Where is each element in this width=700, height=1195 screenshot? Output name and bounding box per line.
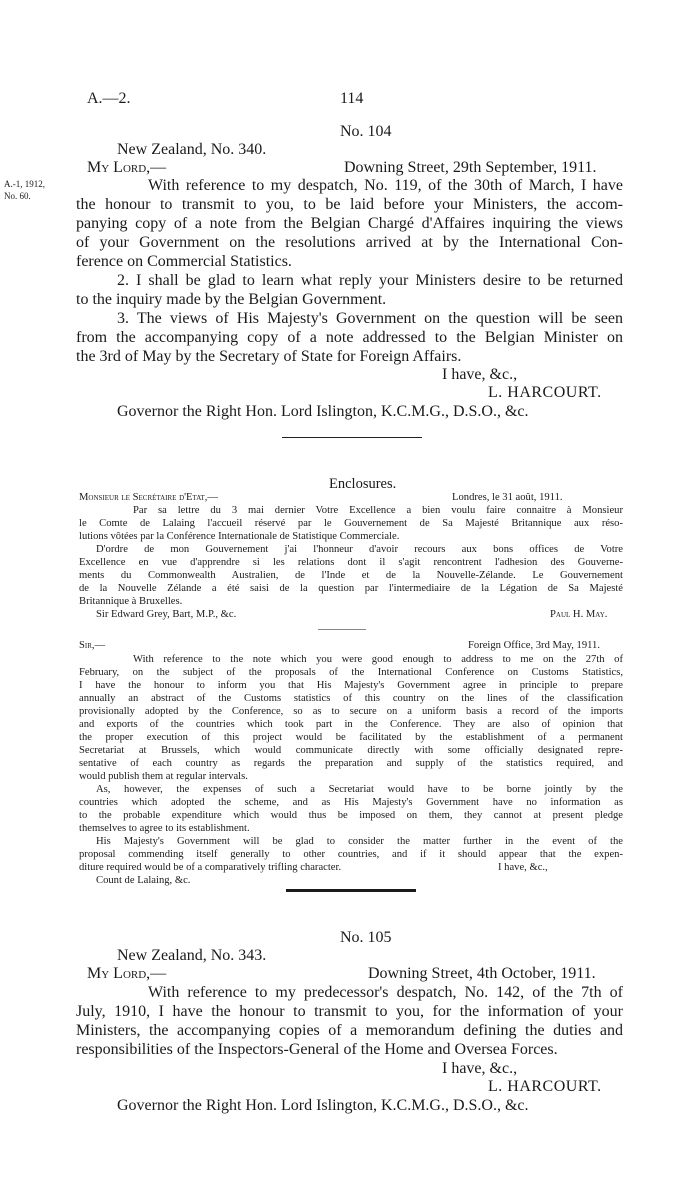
english-body-line: As, however, the expenses of such a Secretariat would have to be borne jointly by the bbox=[96, 784, 623, 795]
french-body-line: lutions vôtées par la Conférence Internationale de Statistique Commerciale. bbox=[79, 531, 400, 542]
body-line: of your Government on the resolutions arrived at by the International Con- bbox=[76, 234, 623, 251]
body-line: responsibilities of the Inspectors-General of the Home and Oversea Forces. bbox=[76, 1041, 558, 1058]
body-line: 3. The views of His Majesty's Government on the question will be seen bbox=[117, 310, 623, 327]
french-body-line: ments du Commonwealth Australien, de l'Inde et de la Nouvelle-Zélande. Le Gouvernement bbox=[79, 570, 623, 581]
body-line: to the inquiry made by the Belgian Government. bbox=[76, 291, 387, 308]
nz-reference: New Zealand, No. 343. bbox=[117, 947, 267, 964]
english-body-line: His Majesty's Government will be glad to consider the matter further in the event of the bbox=[96, 836, 623, 847]
english-salutation: Sir,— bbox=[79, 640, 106, 651]
english-closing: I have, &c., bbox=[498, 862, 548, 873]
salutation: My Lord,— bbox=[87, 159, 167, 176]
french-salutation: Monsieur le Secrétaire d'Etat,— bbox=[79, 492, 219, 503]
body-line: Ministers, the accompanying copies of a memorandum defining the duties and bbox=[76, 1022, 623, 1039]
french-body-line: de la Nouvelle Zélande a été saisi de la question par l'intermediaire de la Légation de Sa Majesté bbox=[79, 583, 623, 594]
french-addressee: Sir Edward Grey, Bart, M.P., &c. bbox=[96, 609, 237, 620]
page-number: 114 bbox=[340, 90, 364, 107]
english-body-line: provisionally adopted by the Conference, so as to secure on a uniform basis a record of the imports bbox=[79, 706, 623, 717]
body-line: With reference to my despatch, No. 119, of the 30th of March, I have bbox=[148, 177, 623, 194]
english-body-line: to the probable expenditure which would thus be imposed on them, they cannot at present pledge bbox=[79, 810, 623, 821]
english-body-line: would publish them at regular intervals. bbox=[79, 771, 248, 782]
body-line: ference on Commercial Statistics. bbox=[76, 253, 292, 270]
english-body-line: I have the honour to inform you that His Majesty's Government agree in principle to prepare bbox=[79, 680, 623, 691]
margin-note-line: A.-1, 1912, bbox=[4, 179, 45, 189]
french-signature: Paul H. May. bbox=[550, 609, 608, 620]
place-date: Downing Street, 4th October, 1911. bbox=[368, 965, 596, 982]
body-line: panying copy of a note from the Belgian Chargé d'Affaires inquiring the views bbox=[76, 215, 623, 232]
closing: I have, &c., bbox=[442, 366, 518, 383]
body-line: July, 1910, I have the honour to transmit to you, for the information of your bbox=[76, 1003, 623, 1020]
english-body-line: themselves to agree to its establishment. bbox=[79, 823, 250, 834]
signature: L. HARCOURT. bbox=[488, 1078, 602, 1095]
short-divider bbox=[318, 629, 366, 630]
thick-divider bbox=[286, 889, 416, 892]
despatch-number: No. 104 bbox=[340, 123, 392, 140]
salutation: My Lord,— bbox=[87, 965, 167, 982]
despatch-number: No. 105 bbox=[340, 929, 392, 946]
addressee: Governor the Right Hon. Lord Islington, K.C.M.G., D.S.O., &c. bbox=[117, 1097, 529, 1114]
french-body-line: Par sa lettre du 3 mai dernier Votre Excellence a bien voulu faire connaitre à Monsieur bbox=[133, 505, 623, 516]
closing: I have, &c., bbox=[442, 1060, 518, 1077]
english-body-line: February, on the subject of the proposals of the International Conference on Customs Statistics, bbox=[79, 667, 623, 678]
english-body-line: With reference to the note which you were good enough to address to me on the 27th of bbox=[133, 654, 623, 665]
french-body-line: D'ordre de mon Gouvernement j'ai l'honneur d'avoir recours aux bons offices de Votre bbox=[96, 544, 623, 555]
french-body-line: Excellence en vue d'apprendre si les relations dont il s'agit rencontrent l'adhesion des Gouverne- bbox=[79, 557, 623, 568]
enclosures-heading: Enclosures. bbox=[329, 476, 397, 492]
body-line: the 3rd of May by the Secretary of State for Foreign Affairs. bbox=[76, 348, 462, 365]
nz-reference: New Zealand, No. 340. bbox=[117, 141, 267, 158]
signature: L. HARCOURT. bbox=[488, 384, 602, 401]
body-line: With reference to my predecessor's despatch, No. 142, of the 7th of bbox=[148, 984, 623, 1001]
french-body-line: le Comte de Lalaing l'accueil réservé par le Gouvernement de Sa Majesté Britannique aux réso- bbox=[79, 518, 623, 529]
french-body-line: Britannique à Bruxelles. bbox=[79, 596, 183, 607]
english-body-line: the proper execution of this project would be facilitated by the establishment of a permanent bbox=[79, 732, 623, 743]
english-body-line: and exports of the countries which took part in the Conference. They are also of opinion that bbox=[79, 719, 623, 730]
body-line: 2. I shall be glad to learn what reply your Ministers desire to be returned bbox=[117, 272, 623, 289]
english-body-line: proposal commending itself generally to other countries, and if it should appear that the expen- bbox=[79, 849, 623, 860]
english-body-line: annually an abstract of the Customs statistics of this country on the lines of the classification bbox=[79, 693, 623, 704]
body-line: from the accompanying copy of a note addressed to the Belgian Minister on bbox=[76, 329, 623, 346]
english-body-line: Secretariat at Brussels, which would communicate directly with some officially designated repre- bbox=[79, 745, 623, 756]
divider bbox=[282, 437, 422, 438]
place-date: Downing Street, 29th September, 1911. bbox=[344, 159, 597, 176]
english-body-line: diture required would be of a comparatively trifling character. bbox=[79, 862, 342, 873]
english-addressee: Count de Lalaing, &c. bbox=[96, 875, 191, 886]
french-place-date: Londres, le 31 août, 1911. bbox=[452, 492, 563, 503]
english-body-line: countries which adopted the scheme, and as His Majesty's Government have no information as bbox=[79, 797, 623, 808]
english-body-line: sentative of each country as regards the preparation and supply of the statistics required, and bbox=[79, 758, 623, 769]
margin-note-line: No. 60. bbox=[4, 191, 31, 201]
english-place-date: Foreign Office, 3rd May, 1911. bbox=[468, 640, 601, 651]
document-reference: A.—2. bbox=[87, 90, 131, 107]
margin-note bbox=[4, 178, 45, 202]
addressee: Governor the Right Hon. Lord Islington, K.C.M.G., D.S.O., &c. bbox=[117, 403, 529, 420]
body-line: the honour to transmit to you, to be laid before your Ministers, the accom- bbox=[76, 196, 623, 213]
